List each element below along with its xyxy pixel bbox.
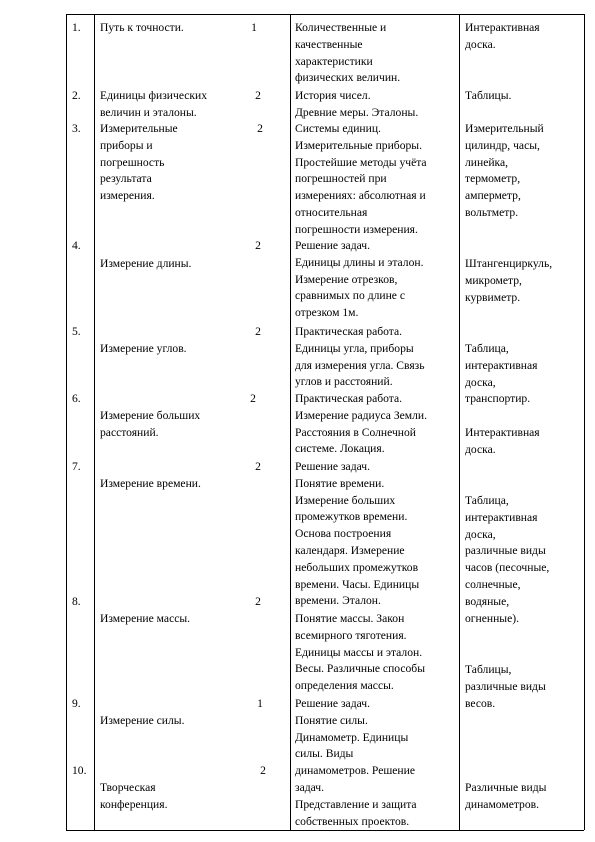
hours-cell: 2 bbox=[257, 122, 263, 135]
content-cell: Практическая работа. Измерение радиуса Земли. Расстояния в Солнечной системе. Локация. bbox=[295, 392, 428, 456]
hours-cell: 2 bbox=[255, 595, 261, 608]
equipment-cell: Различные виды динамометров. bbox=[465, 781, 547, 811]
equipment-cell: Штангенциркуль, микрометр, курвиметр. bbox=[465, 257, 553, 304]
content-cell: Системы единиц. Измерительные приборы. Простейшие методы учёта погрешностей при измерениях: абсолютная и относительная погрешности измерения. bbox=[295, 122, 427, 236]
equipment-cell: Измерительный цилиндр, часы, линейка, термометр, амперметр, вольтметр. bbox=[465, 122, 544, 219]
topic-cell: Измерительные приборы и погрешность результата измерения. bbox=[100, 122, 178, 203]
topic-cell: Измерение углов. bbox=[100, 342, 187, 355]
topic-cell: Творческая конференция. bbox=[100, 781, 168, 811]
equipment-cell: Таблицы. bbox=[465, 89, 512, 102]
hours-cell: 2 bbox=[250, 392, 256, 405]
topic-cell: Единицы физических величин и эталоны. bbox=[100, 89, 208, 119]
row-number: 7. bbox=[72, 460, 81, 473]
row-number: 4. bbox=[72, 239, 81, 252]
topic-cell: Измерение времени. bbox=[100, 477, 201, 490]
row-number: 3. bbox=[72, 122, 81, 135]
equipment-cell: Интерактивная доска. bbox=[465, 21, 540, 51]
equipment-cell: Таблица, интерактивная доска, различные виды часов (песочные, солнечные, водяные, огненные). bbox=[465, 494, 550, 625]
content-cell: Понятие массы. Закон всемирного тяготения. Единицы массы и эталон. Весы. Различные способы определения массы. bbox=[295, 612, 425, 693]
row-number: 1. bbox=[72, 21, 81, 34]
row-number: 9. bbox=[72, 697, 81, 710]
row-number: 8. bbox=[72, 595, 81, 608]
equipment-cell: Интерактивная доска. bbox=[465, 426, 540, 456]
content-cell: Решение задач. Единицы длины и эталон. Измерение отрезков, сравнимых по длине с отрезком 1м. bbox=[295, 239, 424, 320]
table-top-border bbox=[66, 14, 584, 15]
hours-cell: 1 bbox=[257, 697, 263, 710]
row-number: 2. bbox=[72, 89, 81, 102]
topic-cell: Измерение силы. bbox=[100, 714, 185, 727]
equipment-cell: Таблицы, различные виды весов. bbox=[465, 663, 546, 710]
topic-cell: Измерение длины. bbox=[100, 257, 192, 270]
topic-cell: Измерение больших расстояний. bbox=[100, 409, 201, 439]
column-divider bbox=[290, 14, 291, 830]
hours-cell: 2 bbox=[260, 764, 266, 777]
content-cell: Представление и защита собственных проектов. bbox=[295, 798, 417, 828]
content-cell: История чисел. Древние меры. Эталоны. bbox=[295, 89, 419, 119]
topic-cell: Измерение массы. bbox=[100, 612, 191, 625]
row-number: 6. bbox=[72, 392, 81, 405]
row-number: 5. bbox=[72, 325, 81, 338]
column-divider bbox=[66, 14, 67, 830]
content-cell: Практическая работа. Единицы угла, приборы для измерения угла. Связь углов и расстояний. bbox=[295, 325, 425, 389]
content-cell: Решение задач. Понятие времени. Измерение больших промежутков времени. Основа построения календаря. Измерение небольших промежутков времени. Часы. Единицы времени. Эталон. bbox=[295, 460, 420, 608]
hours-cell: 2 bbox=[255, 460, 261, 473]
row-number: 10. bbox=[72, 764, 87, 777]
hours-cell: 2 bbox=[255, 325, 261, 338]
column-divider bbox=[94, 14, 95, 830]
hours-cell: 1 bbox=[251, 21, 257, 34]
topic-cell: Путь к точности. bbox=[100, 21, 184, 34]
content-cell: Количественные и качественные характеристики физических величин. bbox=[295, 21, 401, 85]
hours-cell: 2 bbox=[255, 89, 261, 102]
equipment-cell: Таблица, интерактивная доска, транспортир. bbox=[465, 342, 538, 406]
content-cell: Решение задач. Понятие силы. Динамометр. Единицы силы. Виды динамометров. Решение задач. bbox=[295, 697, 415, 794]
column-divider bbox=[584, 14, 585, 830]
hours-cell: 2 bbox=[255, 239, 261, 252]
